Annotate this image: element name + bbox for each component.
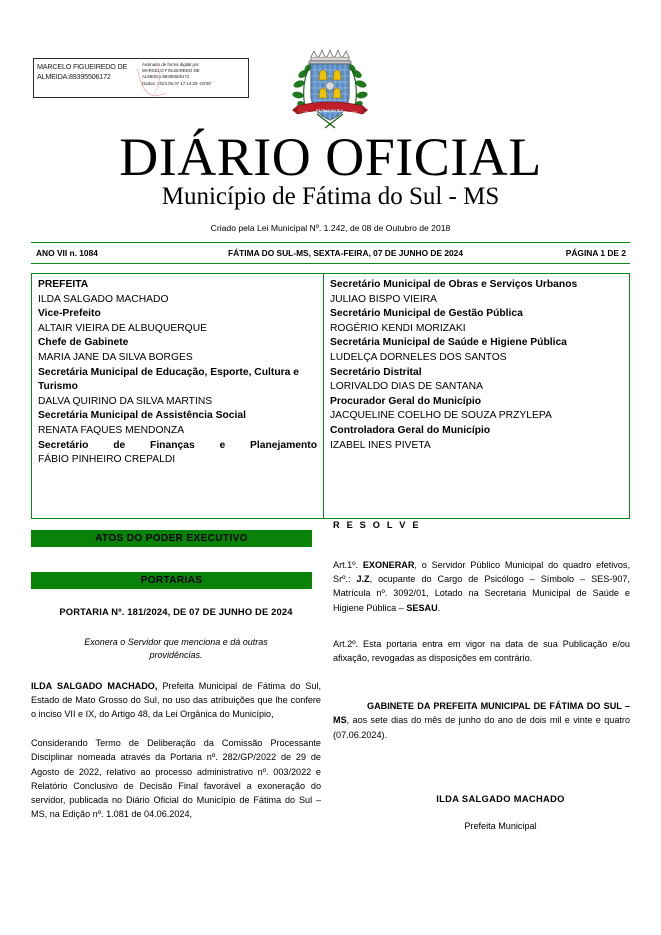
svg-text:1958: 1958: [303, 111, 309, 115]
edition-year-number: ANO VII n. 1084: [36, 248, 98, 258]
section-header-atos-poder-executivo: ATOS DO PODER EXECUTIVO: [31, 530, 312, 547]
article-1-text-a: , o Servidor Público Municipal do quadro efetivos, Srº.:: [333, 560, 630, 585]
official-person: ROGÉRIO KENDI MORIZAKI: [330, 322, 466, 334]
signer-role: Prefeita Municipal: [464, 820, 537, 831]
creation-law-note: Criado pela Lei Municipal Nº. 1.242, de 08 de Outubro de 2018: [210, 223, 451, 233]
edition-date: FÁTIMA DO SUL-MS, SEXTA-FEIRA, 07 DE JUNHO DE 2024: [228, 248, 463, 258]
gabinete-text: , aos sete dias do mês de junho do ano de dois mil e vinte e quatro (07.06.2024).: [333, 715, 630, 740]
body-column-left: [31, 605, 321, 836]
officials-table: [31, 273, 630, 519]
official-role: Secretário Municipal de Obras e Serviços Urbanos: [330, 279, 578, 290]
official-role: Procurador Geral do Município: [330, 395, 482, 407]
section-header-portarias: PORTARIAS: [31, 572, 312, 589]
official-person: ALTAIR VIEIRA DE ALBUQUERQUE: [38, 322, 207, 334]
portaria-ementa: Exonera o Servidor que menciona e dá outras providências.: [84, 636, 268, 660]
signer-name: ILDA SALGADO MACHADO: [436, 793, 565, 804]
signature-detail-line4: Dados: 2024.06.07 17:14:29 -04'00': [142, 80, 212, 86]
resolve-label: R E S O L V E: [333, 520, 421, 530]
official-person: JACQUELINE COELHO DE SOUZA PRZYLEPA: [330, 410, 552, 422]
portaria-title: PORTARIA Nº. 181/2024, DE 07 DE JUNHO DE 2024: [59, 606, 293, 617]
officials-column-left: [32, 274, 324, 518]
official-role: Secretário de Finanças e Planejamento: [38, 439, 317, 451]
official-person: LUDELÇA DORNELES DOS SANTOS: [330, 351, 507, 363]
preamble-mayor-name: ILDA SALGADO MACHADO,: [31, 680, 158, 691]
signature-detail-line2: MARCELO FIGUEIREDO DE: [142, 68, 200, 74]
official-role: Vice-Prefeito: [38, 308, 101, 320]
signature-name-line2: ALMEIDA:89395506172: [37, 72, 111, 81]
official-role: Secretária Municipal de Saúde e Higiene Pública: [330, 337, 567, 349]
portaria-preamble: [31, 679, 321, 722]
gabinete-heading: GABINETE DA PREFEITA MUNICIPAL DE FÁTIMA DO SUL – MS: [333, 701, 630, 726]
article-1-action: EXONERAR: [362, 560, 415, 570]
official-person: LORIVALDO DIAS DE SANTANA: [330, 381, 483, 393]
official-person: MARIA JANE DA SILVA BORGES: [38, 351, 193, 363]
article-1-servant-initials: J.Z: [356, 574, 370, 585]
official-person: DALVA QUIRINO DA SILVA MARTINS: [38, 395, 213, 407]
official-role: Chefe de Gabinete: [38, 337, 129, 349]
signature-detail-line1: Assinado de forma digital por: [142, 62, 199, 67]
gabinete-clause: [333, 699, 630, 742]
article-1-text-b: , ocupante do Cargo de Psicólogo – Símbolo – SES-907, Matrícula nº. 3092/01, Lotado na Secretaria Municipal de Saúde e Higiene Pública –: [333, 574, 630, 613]
officials-column-right: [324, 274, 629, 518]
page-indicator: PÁGINA 1 DE 2: [565, 248, 626, 258]
svg-text:1958: 1958: [351, 111, 357, 115]
signature-name: [34, 59, 138, 97]
preamble-text: Prefeita Municipal de Fátima do Sul, Estado de Mato Grosso do Sul, no uso das atribuições que lhe confere o inciso VII e IX, do Artigo 48, da Lei Orgânica do Município,: [31, 680, 321, 719]
official-person: ILDA SALGADO MACHADO: [38, 293, 169, 305]
official-role: Secretária Municipal de Assistência Social: [38, 410, 246, 422]
official-role: Controladora Geral do Município: [330, 424, 491, 436]
article-1-prefix: Art.1º.: [333, 560, 363, 570]
article-2: Art.2º. Esta portaria entra em vigor na data de sua Publicação e/ou afixação, revogadas as disposições em contrário.: [333, 638, 630, 664]
svg-text:FÁTIMA DO SUL: FÁTIMA DO SUL: [315, 109, 345, 114]
body-column-right: [333, 520, 630, 831]
article-1-suffix: .: [437, 602, 441, 613]
signature-name-line1: MARCELO FIGUEIREDO DE: [37, 62, 128, 71]
digital-signature-stamp: [33, 58, 249, 98]
official-role: Secretário Municipal de Gestão Pública: [330, 308, 523, 320]
official-person: IZABEL INES PIVETA: [330, 439, 431, 451]
official-role: PREFEITA: [38, 279, 89, 290]
page-subtitle: Município de Fátima do Sul - MS: [161, 183, 500, 210]
article-1-department: SESAU: [406, 602, 438, 613]
article-1: [333, 558, 630, 615]
official-person: FÁBIO PINHEIRO CREPALDI: [38, 454, 176, 466]
portaria-considerando: Considerando Termo de Deliberação da Comissão Processante Disciplinar nomeada através da Portaria nº. 282/GP/2022 de 29 de Agosto de 2022, relativo ao processo administrativo nº. 003/2022 e Relatório Conclusivo de Decisão Final favorável a exoneração do servidor, publicada no Diário Oficial do Município de Fátima do Sul – MS, na Edição nº. 1.081 de 04.06.2024,: [31, 738, 321, 820]
edition-info-bar: [31, 242, 630, 264]
official-person: RENATA FAQUES MENDONZA: [38, 424, 185, 436]
official-person: JULIAO BISPO VIEIRA: [330, 293, 438, 305]
official-role: Secretário Distrital: [330, 366, 422, 378]
municipal-coat-of-arms: [289, 44, 371, 138]
signature-details: [138, 59, 248, 97]
signature-detail-line3: ALMEIDA:89395506172: [142, 74, 190, 80]
page-title: DIÁRIO OFICIAL: [119, 127, 542, 187]
official-role: Secretária Municipal de Educação, Esporte, Cultura e Turismo: [38, 366, 299, 393]
